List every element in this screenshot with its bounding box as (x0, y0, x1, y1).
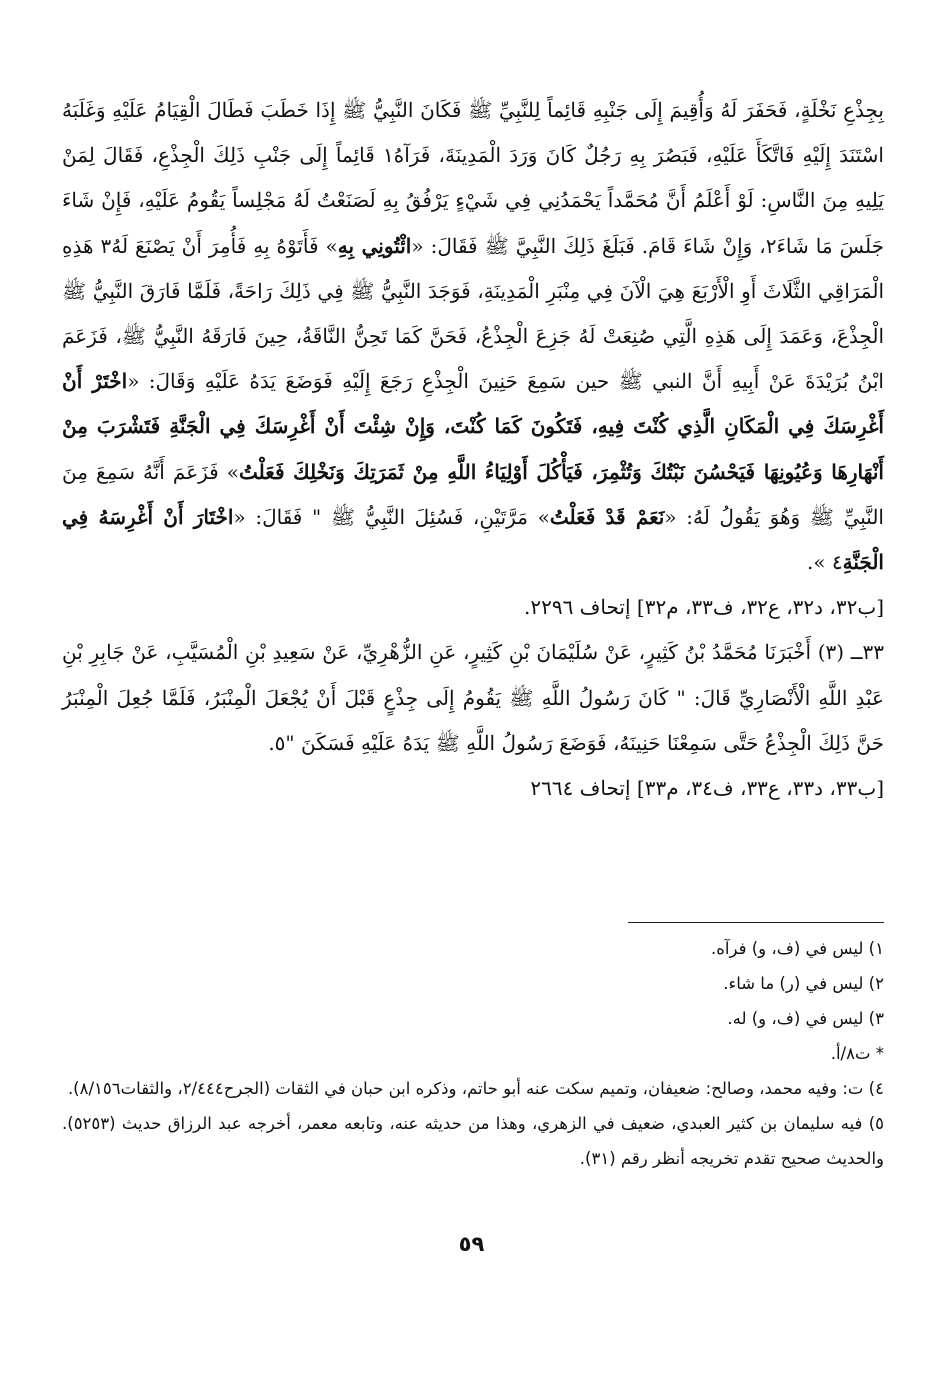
page-number: ٥٩ (458, 1232, 485, 1256)
text-run: ٤ ». (806, 550, 843, 575)
hadith-33-text: ٣٣ــ (٣) أَخْبَرَنَا مُحَمَّدُ بْنُ كَثِيرٍ، عَنْ سُلَيْمَانَ بْنِ كَثِيرٍ، عَنِ الزُّهْرِيِّ، عَنْ سَعِيدِ بْنِ الْمُسَيَّبِ، عَنْ جَابِرِ بْنِ عَبْدِ اللَّهِ الْأَنْصَارِيِّ قَالَ: " كَانَ رَسُولُ اللَّهِ ﷺ يَقُومُ إِلَى جِذْعٍ قَبْلَ أَنْ يُجْعَلَ الْمِنْبَرُ، فَلَمَّا جُعِلَ الْمِنْبَرُ حَنَّ ذَلِكَ الْجِذْعُ حَتَّى سَمِعْنَا حَنِينَهُ، فَوَضَعَ رَسُولُ اللَّهِ ﷺ يَدَهُ عَلَيْهِ فَسَكَنَ "٥. (62, 640, 884, 755)
text-run: » فَزَعَمَ أَنَّهُ سَمِعَ مِنَ النَّبِيِّ ﷺ وَهُوَ يَقُولُ لَهُ: « (62, 459, 884, 529)
prophet-quote: ائْتُونِي بِهِ (337, 233, 412, 258)
footnote: ٣) ليس في (ف، و) له. (727, 1009, 884, 1028)
footnotes (62, 931, 884, 1176)
footnote: ١) ليس في (ف، و) فرآه. (711, 939, 884, 958)
footnote: * ت٨/أ. (830, 1044, 884, 1063)
reference-line: [ب٣٣، د٣٣، ع٣٣، ف٣٤، م٣٣] إتحاف ٢٦٦٤ (530, 776, 884, 801)
footnote-separator (628, 922, 884, 923)
main-text (62, 88, 884, 811)
text-run: » فَأَتَوْهُ بِهِ فَأُمِرَ أَنْ يَصْنَعَ لَهُ٣ هَذِهِ الْمَرَاقِي الثَّلَاثَ أَوِ الْأَرْبَعَ هِيَ الْآنَ فِي مِنْبَرِ الْمَدِينَةِ، فَوَجَدَ النَّبِيُّ ﷺ فِي ذَلِكَ رَاحَةً، فَلَمَّا فَارَقَ النَّبِيُّ ﷺ الْجِذْعَ، وَعَمَدَ إِلَى هَذِهِ الَّتِي صُنِعَتْ لَهُ جَزِعَ الْجِذْعُ، فَحَنَّ كَمَا تَحِنُّ النَّاقَةُ، حِينَ فَارَقَهُ النَّبِيُّ ﷺ، فَزَعَمَ ابْنُ بُرَيْدَةَ عَنْ أَبِيهِ أَنَّ النبي ﷺ حين سَمِعَ حَنِينَ الْجِذْعِ رَجَعَ إِلَيْهِ فَوَضَعَ يَدَهُ عَلَيْهِ وَقَالَ: « (62, 233, 884, 394)
text-run: » مَرَّتَيْنِ، فَسُئِلَ النَّبِيُّ ﷺ " فَقَالَ: « (233, 504, 550, 529)
reference-line: [ب٣٢، د٣٢، ع٣٢، ف٣٣، م٣٢] إتحاف ٢٢٩٦. (524, 595, 884, 620)
footnote: ٢) ليس في (ر) ما شاء. (723, 974, 884, 993)
hadith-32-text (62, 88, 884, 585)
text-run: بِجِذْعِ نَخْلَةٍ، فَحَفَرَ لَهُ وَأُقِيمَ إِلَى جَنْبِهِ قَائِماً لِلنَّبِيِّ ﷺ فَكَانَ النَّبِيُّ ﷺ إِذَا خَطَبَ فَطَالَ الْقِيَامُ عَلَيْهِ وَغَلَبَهُ اسْتَنَدَ إِلَيْهِ فَاتَّكَأَ عَلَيْهِ، فَبَصُرَ بِهِ رَجُلٌ كَانَ وَرَدَ الْمَدِينَةَ، فَرَآهُ١ قَائِماً إِلَى جَنْبِ ذَلِكَ الْجِذْعِ، فَقَالَ لِمَنْ يَلِيهِ مِنَ النَّاسِ: لَوْ أَعْلَمُ أَنَّ مُحَمَّداً يَحْمَدُنِي فِي شَيْءٍ يَرْفُقُ بِهِ لَصَنَعْتُ لَهُ مَجْلِساً يَقُومُ عَلَيْهِ، فَإِنْ شَاءَ جَلَسَ مَا شَاءَ٢، وَإِنْ شَاءَ قَامَ. فَبَلَغَ ذَلِكَ النَّبِيَّ ﷺ فَقَالَ: « (62, 98, 884, 258)
prophet-quote: اخْتَارَ أَنْ أَغْرِسَهُ فِي الْجَنَّةِ (62, 504, 884, 575)
prophet-quote: اخْتَرْ أَنْ أَغْرِسَكَ فِي الْمَكَانِ الَّذِي كُنْتَ فِيهِ، فَتَكُونَ كَمَا كُنْتَ، وَإِنْ شِئْتَ أَنْ أَغْرِسَكَ فِي الْجَنَّةِ فَتَشْرَبَ مِنْ أَنْهَارِهَا وَعُيُونِهَا فَيَحْسُنَ نَبْتُكَ وَتُثْمِرَ، فَيَأْكُلَ أَوْلِيَاءُ اللَّهِ مِنْ ثَمَرَتِكَ وَنَخْلِكَ فَعَلْتُ (62, 369, 884, 484)
footnote: ٤) ت: وفيه محمد، وصالح: ضعيفان، وتميم سكت عنه أبو حاتم، وذكره ابن حبان في الثقات (الجرح٢/٤٤٤، والثقات٨/١٥٦). (67, 1079, 884, 1098)
prophet-quote: نَعَمْ قَدْ فَعَلْتُ (549, 504, 665, 529)
footnote: ٥) فيه سليمان بن كثير العبدي، ضعيف في الزهري، وهذا من حديثه عنه، وتابعه معمر، أخرجه عبد الرزاق حديث (٥٢٥٣). والحديث صحيح تقدم تخريجه أنظر رقم (٣١). (62, 1114, 884, 1168)
